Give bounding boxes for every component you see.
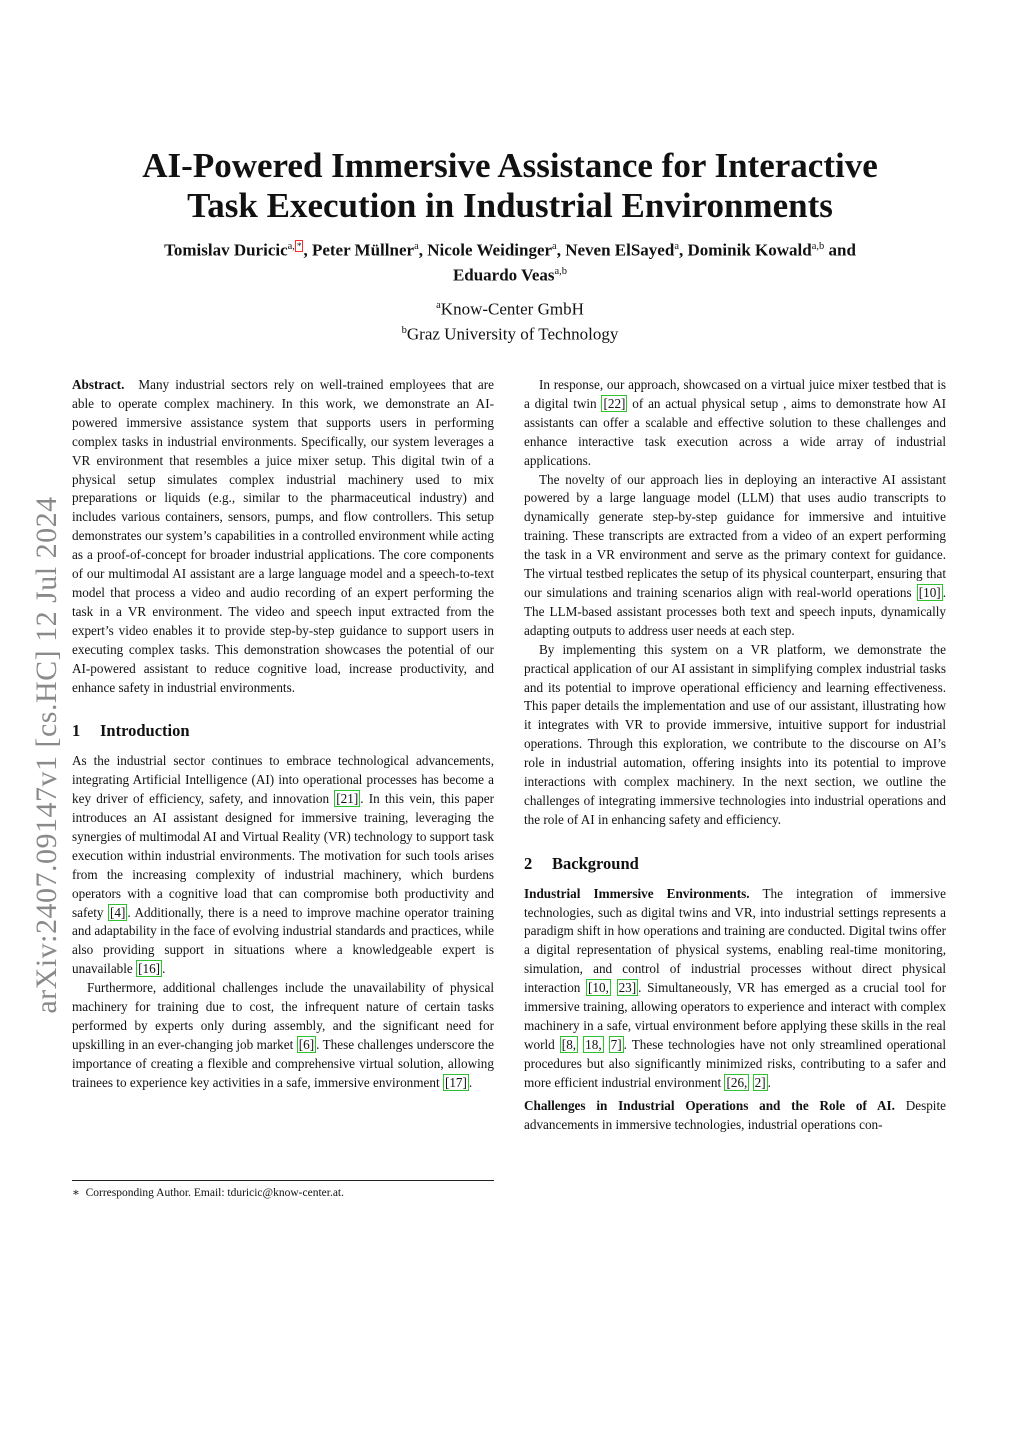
author-affil-sup: a	[674, 241, 679, 252]
citation-link[interactable]: [10]	[918, 584, 941, 600]
citation-link[interactable]: 7]	[610, 1036, 622, 1052]
paragraph-heading: Industrial Immersive Environments.	[524, 885, 750, 901]
intro-paragraph-2: Furthermore, additional challenges include the unavailability of physical machinery for training due to cost, the infrequent nature of certain tasks performed by experts only during assembly, and the significant need for upskilling in an ever-changing job market [6] . These challenges underscore the importance of creating a flexible and comprehensive virtual solution, allowing trainees to experience key activities in a safe, immersive environment [17] .	[72, 980, 494, 1090]
section-heading-background: 2 Background	[524, 853, 639, 873]
footnote-link[interactable]: *	[296, 241, 302, 251]
author-affil-sup: a	[414, 241, 419, 252]
arxiv-id-text: arXiv:2407.09147v1 [cs.HC] 12 Jul 2024	[30, 496, 63, 1014]
author-name: Peter Müllner	[311, 240, 415, 260]
citation-link[interactable]: 18,	[585, 1036, 602, 1052]
citation-link[interactable]: [10,	[588, 980, 609, 996]
corresponding-author-footnote: ∗ Corresponding Author. Email: tduricic@know-center.at.	[72, 1187, 345, 1199]
paragraph-heading: Challenges in Industrial Operations and the Role of AI.	[524, 1097, 895, 1113]
left-column	[72, 376, 494, 1093]
author-affil-sup: a, *	[287, 241, 302, 252]
citation-link[interactable]: [22]	[603, 395, 626, 411]
author-name: Nicole Weidinger	[427, 240, 553, 260]
citation-link[interactable]: [26,	[726, 1074, 748, 1090]
author-name: Eduardo Veas	[452, 265, 555, 285]
author-name: Dominik Kowald	[687, 240, 812, 260]
title-line-2: Task Execution in Industrial Environments	[187, 186, 833, 225]
abstract	[72, 376, 494, 697]
citation-link[interactable]: 23]	[618, 980, 637, 996]
author-list: Tomislav Duricic$^{a, *}$ , Peter Müllner$^a$, Nicole Weidinger$^a$, Neven ElSayed$^a$, Dominik Kowald$^{a,b}$ and Eduardo Veas$^{a,b}$	[164, 240, 856, 285]
footnote-divider	[72, 1180, 494, 1181]
affiliation: $^a$Know-Center GmbH	[436, 299, 584, 319]
author-name: Tomislav Duricic	[164, 240, 288, 260]
affiliation-list	[260, 295, 760, 344]
author-affil-sup: a,b	[554, 265, 568, 277]
citation-link[interactable]: [21]	[336, 791, 359, 807]
author-name: Neven ElSayed	[565, 240, 675, 260]
background-paragraph-1: Industrial Immersive Environments. The integration of immersive technologies, such as digital twins and VR, into industrial settings represents a paradigm shift in how operations and training are conducted. Digital twins offer a digital representation of physical systems, enabling real-time monitoring, simulation, and control of industrial processes without direct physical interaction [10, 23] . Simultaneously, VR has emerged as a crucial tool for immersive training, allowing operators to experience and interact with complex machinery in a safe, virtual environment before applying these skills in the real world [8, 18, 7] . These technologies have not only streamlined operational procedures but also significantly minimized risks, contributing to a safer and more efficient industrial environment [26, 2] .	[524, 885, 947, 1090]
citation-link[interactable]: [16]	[138, 961, 161, 977]
section-heading-introduction: 1 Introduction	[72, 721, 190, 741]
citation-link[interactable]: [17]	[444, 1074, 467, 1090]
intro-paragraph-4: The novelty of our approach lies in deploying an interactive AI assistant powered by a large language model (LLM) that uses audio transcripts to dynamically generate step-by-step guidance for immersive and intuitive training. These transcripts are extracted from a video of an expert performing the task in a VR environment and serve as the primary context for guidance. The virtual testbed replicates the setup of its physical counterpart, ensuring that our simulations and training scenarios align with real-world operations [10] . The LLM-based assistant processes both text and speech inputs, dynamically adapting outputs to address user needs at each step.	[524, 471, 946, 638]
title-line-1: AI-Powered Immersive Assistance for Interactive	[142, 146, 878, 185]
intro-paragraph-1: As the industrial sector continues to embrace technological advancements, integrating Artificial Intelligence (AI) into operational processes has become a key driver of efficiency, safety, and innovation [21] . In this vein, this paper introduces an AI assistant designed for immersive training, leveraging the synergies of multimodal AI and Virtual Reality (VR) technology to support task execution within industrial environments. The motivation for such tools arises from the increasing complexity of industrial machinery, which burdens operators with a cognitive load that can compromise both productivity and safety [4] . Additionally, there is a need to improve machine operator training and adaptability in the face of evolving industrial standards and practices, while also providing support in situations where a knowledgeable expert is unavailable [16] .	[72, 753, 494, 977]
background-paragraph-2: Challenges in Industrial Operations and the Role of AI. Despite advancements in immersive technologies, industrial operations con-	[524, 1097, 946, 1132]
abstract-label: Abstract.	[72, 377, 125, 392]
citation-link[interactable]: [4]	[110, 904, 126, 920]
author-affil-sup: a	[552, 241, 557, 252]
intro-paragraph-5: By implementing this system on a VR platform, we demonstrate the practical application of our AI assistant in simplifying complex industrial tasks and its potential to improve operational efficiency and learning effectiveness. This paper details the implementation and use of our assistant, illustrating how it integrates with VR to provide immersive, intuitive support for industrial operations. Through this exploration, we contribute to the discourse on AI’s role in industrial automation, offering insights into its potential to improve interactions with complex machinery. In the next section, we outline the challenges of integrating immersive technologies into industrial operations and the role of AI in enhancing safety and efficiency.	[524, 641, 946, 827]
affiliation: $^b$Graz University of Technology	[401, 324, 619, 344]
citation-link[interactable]: [6]	[298, 1036, 315, 1052]
arxiv-identifier-stamp	[26, 455, 68, 1055]
author-affil-sup: a,b	[811, 241, 825, 252]
intro-paragraph-3: In response, our approach, showcased on a virtual juice mixer testbed that is a digital twin [22] of an actual physical setup , aims to demonstrate how AI assistants can offer a scalable and effective solution to these challenges and enhance interactive task execution across a wide array of industrial applications.	[524, 377, 946, 468]
citation-link[interactable]: 2]	[754, 1074, 766, 1090]
citation-link[interactable]: [8,	[561, 1036, 577, 1052]
paper-title	[60, 146, 960, 226]
right-column	[524, 376, 946, 1134]
abstract-text: Many industrial sectors rely on well-trained employees that are able to operate complex machinery. In this work, we demonstrate an AI-powered immersive assistance system that supports users in performing complex tasks in industrial environments. Specifically, our system leverages a VR environment that resembles a juice mixer setup. This digital twin of a physical setup simulates complex industrial machinery used to mix preparations or liquids (e.g., similar to the pharmaceutical industry) and includes various containers, sensors, pumps, and flow controllers. This setup demonstrates our system’s capabilities in a controlled environment while acting as a proof-of-concept for broader industrial applications. The core components of our multimodal AI assistant are a large language model and a speech-to-text model that process a video and audio recording of an expert performing the task in a VR environment. The video and speech input extracted from the expert’s video enables it to provide step-by-step guidance to support users in executing complex tasks. This demonstration showcases the potential of our AI-powered assistant to reduce cognitive load, increase productivity, and enhance safety in industrial environments.	[72, 377, 494, 695]
